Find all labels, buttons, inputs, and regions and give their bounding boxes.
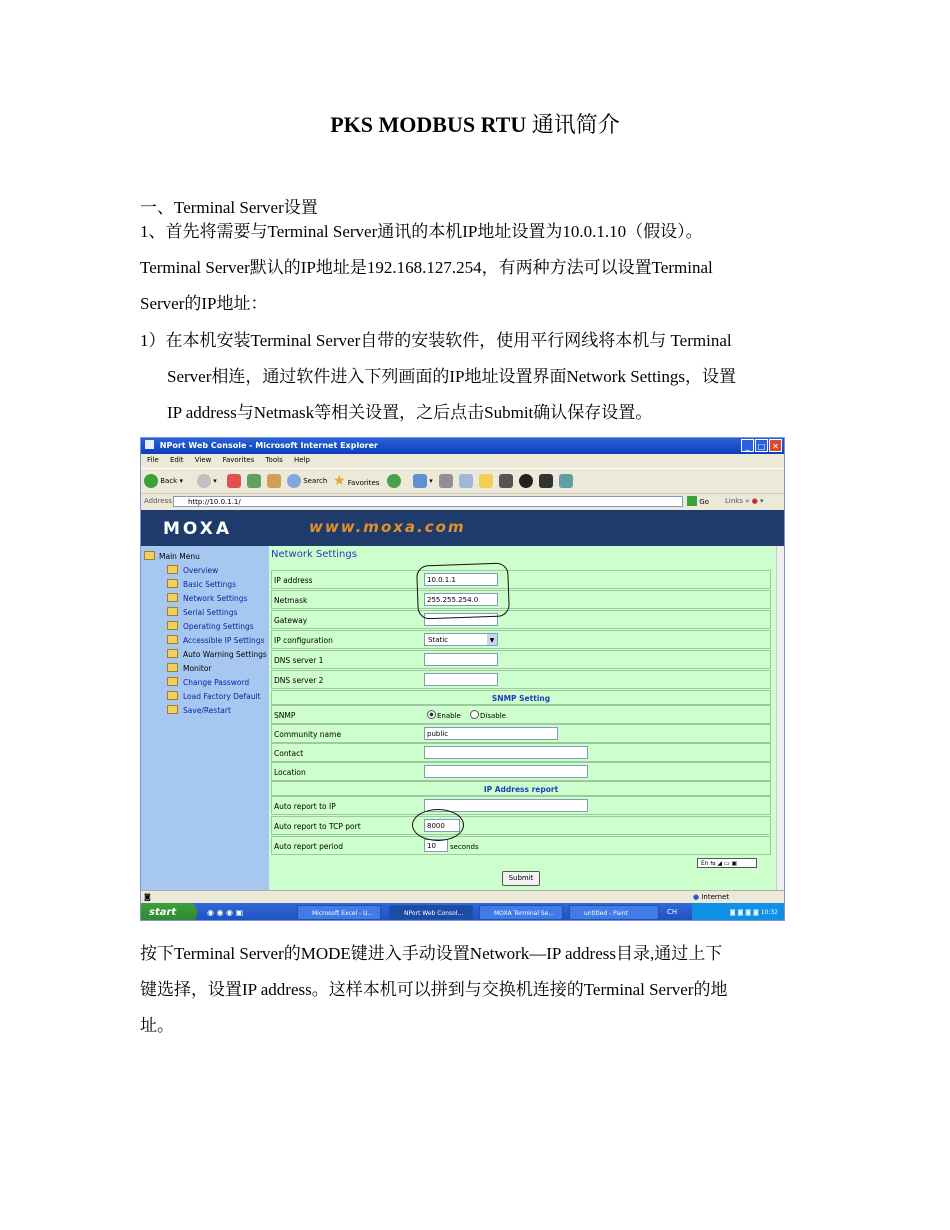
snmp-row [271, 705, 771, 724]
research-icon [499, 474, 513, 488]
quick-launch-icons[interactable]: ◉ ◉ ◉ ▣ [207, 908, 244, 917]
task-moxa[interactable]: MOXA Terminal Se... [479, 905, 563, 920]
menu-tools[interactable]: Tools [265, 456, 283, 464]
step1-line1: 1、首先将需要与Terminal Server通讯的本机IP地址设置为10.0.1.10（假设）。 [140, 222, 703, 241]
folder-icon [167, 593, 178, 602]
location-label: Location [274, 768, 306, 777]
maximize-button[interactable]: □ [755, 439, 768, 452]
folder-icon [144, 551, 155, 560]
period-unit: seconds [450, 843, 479, 851]
auto-report-period-label: Auto report period [274, 842, 343, 851]
method1-line3: IP address与Netmask等相关设置，之后点击Submit确认保存设置。 [167, 403, 653, 422]
folder-icon [167, 621, 178, 630]
scrollbar[interactable] [776, 546, 785, 890]
folder-icon [167, 649, 178, 658]
folder-icon [167, 705, 178, 714]
media-button[interactable] [539, 473, 553, 489]
moxa-header [141, 510, 784, 546]
section-heading: 一、Terminal Server设置 [140, 198, 318, 217]
folder-icon [167, 607, 178, 616]
tray-icons[interactable]: ◙ ◙ ◙ ◙ [729, 909, 761, 916]
network-settings-panel [269, 546, 776, 890]
research-button[interactable] [499, 473, 513, 489]
penguin-icon [519, 474, 533, 488]
ip-configuration-label: IP configuration [274, 636, 333, 645]
edit-button[interactable] [459, 473, 473, 489]
ime-toolbar[interactable]: En ⇆ ◢ ▭ ▣ [697, 858, 757, 868]
contact-row [271, 743, 771, 762]
menu-view[interactable]: View [194, 456, 212, 464]
folder-icon [167, 663, 178, 672]
close-button[interactable]: ✕ [769, 439, 782, 452]
document-title [0, 108, 950, 139]
ip-report-section-header: IP Address report [271, 781, 771, 796]
menu-edit[interactable]: Edit [169, 456, 184, 464]
submit-button[interactable]: Submit [502, 871, 540, 886]
forward-arrow-icon [197, 474, 211, 488]
sidebar-main-menu[interactable]: Main Menu [144, 551, 200, 561]
task-nport[interactable]: NPort Web Consol... [389, 905, 473, 920]
location-input[interactable] [424, 765, 588, 778]
clock: 10:32 [760, 909, 778, 916]
netmask-input[interactable]: 255.255.254.0 [424, 593, 498, 606]
folder-icon [167, 565, 178, 574]
star-icon: ★ [333, 473, 346, 489]
forward-button[interactable]: ▾ [197, 473, 217, 489]
system-tray [692, 903, 784, 921]
menu-file[interactable]: File [147, 456, 159, 464]
stop-button[interactable] [227, 473, 241, 489]
dns1-input[interactable] [424, 653, 498, 666]
title-cn: 通讯简介 [531, 112, 620, 137]
contact-input[interactable] [424, 746, 588, 759]
browser-toolbar [141, 468, 784, 493]
globe-icon: ● [693, 893, 700, 901]
folder-icon [167, 579, 178, 588]
method1-line2: Server相连，通过软件进入下列画面的IP地址设置界面Network Settings，设置 [167, 367, 737, 386]
moxa-url[interactable]: www.moxa.com [309, 518, 466, 536]
snmp-section-header: SNMP Setting [271, 690, 771, 705]
task-excel[interactable]: Microsoft Excel - U... [297, 905, 381, 920]
favorites-button[interactable]: ★ Favorites [333, 473, 380, 489]
sidebar-item-operating-settings[interactable]: Operating Settings [167, 621, 254, 631]
chevron-down-icon: ▼ [487, 634, 497, 645]
sidebar-item-overview[interactable]: Overview [167, 565, 218, 575]
sidebar-item-save-restart[interactable]: Save/Restart [167, 705, 231, 715]
sidebar-item-change-password[interactable]: Change Password [167, 677, 249, 687]
ip-address-input[interactable]: 10.0.1.1 [424, 573, 498, 586]
sidebar-item-serial-settings[interactable]: Serial Settings [167, 607, 237, 617]
address-input[interactable]: http://10.0.1.1/ [173, 496, 683, 507]
internet-zone: ● Internet [693, 893, 730, 901]
back-button[interactable]: Back ▾ [144, 473, 183, 489]
auto-report-port-input[interactable]: 8000 [424, 819, 460, 832]
step1-line2: Terminal Server默认的IP地址是192.168.127.254，有两种方法可以设置Terminal [140, 258, 713, 277]
contact-label: Contact [274, 749, 304, 758]
gateway-label: Gateway [274, 616, 308, 625]
network-button[interactable] [559, 473, 573, 489]
method1-line1: 1）在本机安装Terminal Server自带的安装软件，使用平行网线将本机与 Terminal [140, 331, 732, 350]
home-icon [267, 474, 281, 488]
ip-address-row [271, 570, 771, 589]
sidebar-menu [141, 546, 269, 890]
moxa-logo: MOXA [163, 519, 233, 539]
folder-icon [479, 474, 493, 488]
history-icon [387, 474, 401, 488]
menu-help[interactable]: Help [293, 456, 310, 464]
refresh-icon [247, 474, 261, 488]
window-titlebar [141, 438, 784, 454]
auto-report-ip-label: Auto report to IP [274, 802, 336, 811]
home-button[interactable] [267, 473, 281, 489]
snmp-enable-radio[interactable]: Enable [427, 710, 461, 720]
netmask-label: Netmask [274, 596, 308, 605]
snmp-label: SNMP [274, 711, 296, 720]
embedded-screenshot [140, 437, 785, 921]
community-input[interactable]: public [424, 727, 558, 740]
auto-report-period-input[interactable]: 10 [424, 839, 448, 852]
stop-icon [227, 474, 241, 488]
community-label: Community name [274, 730, 342, 739]
ie-icon [145, 440, 154, 449]
annotation-circle-ip [416, 562, 510, 619]
print-icon [439, 474, 453, 488]
mail-icon [413, 474, 427, 488]
dns1-row [271, 650, 771, 669]
ip-address-label: IP address [274, 576, 313, 585]
address-bar [141, 493, 784, 510]
start-button[interactable]: start [141, 903, 197, 921]
location-row [271, 762, 771, 781]
netmask-row [271, 590, 771, 609]
sidebar-item-auto-warning[interactable]: Auto Warning Settings [167, 649, 267, 659]
go-button[interactable]: Go [687, 496, 709, 506]
go-arrow-icon [687, 496, 697, 506]
history-button[interactable] [387, 473, 401, 489]
ip-configuration-row [271, 630, 771, 649]
task-paint[interactable]: untitled - Paint [569, 905, 659, 920]
folder-icon [167, 677, 178, 686]
sidebar-item-load-factory-default[interactable]: Load Factory Default [167, 691, 261, 701]
print-button[interactable] [439, 473, 453, 489]
minimize-button[interactable]: _ [741, 439, 754, 452]
menu-bar [141, 454, 784, 467]
network-icon [559, 474, 573, 488]
sidebar-item-network-settings[interactable]: Network Settings [167, 593, 247, 603]
page-title: Network Settings [271, 549, 357, 560]
after-line1: 按下Terminal Server的MODE键进入手动设置Network—IP address目录,通过上下 [140, 944, 723, 963]
folder-icon [167, 691, 178, 700]
auto-report-port-label: Auto report to TCP port [274, 822, 361, 831]
dns1-label: DNS server 1 [274, 656, 324, 665]
status-bar [141, 890, 784, 904]
community-row [271, 724, 771, 743]
links-button[interactable]: Links » ● ▾ [725, 497, 764, 505]
search-button[interactable]: Search [287, 473, 327, 489]
dns2-label: DNS server 2 [274, 676, 324, 685]
menu-favorites[interactable]: Favorites [222, 456, 255, 464]
address-label: Address [144, 497, 172, 505]
auto-report-ip-row [271, 796, 771, 815]
media-icon [539, 474, 553, 488]
dns2-input[interactable] [424, 673, 498, 686]
search-icon [287, 474, 301, 488]
folder-icon [167, 635, 178, 644]
auto-report-port-row [271, 816, 771, 835]
annotation-circle-port [412, 809, 464, 841]
language-indicator[interactable]: CH [667, 908, 678, 916]
back-arrow-icon [144, 474, 158, 488]
messenger-button[interactable] [519, 473, 533, 489]
refresh-button[interactable] [247, 473, 261, 489]
sidebar-item-monitor[interactable]: Monitor [167, 663, 212, 673]
after-line3: 址。 [140, 1016, 174, 1035]
dns2-row [271, 670, 771, 689]
mail-button[interactable]: ▾ [413, 473, 433, 489]
sidebar-item-basic-settings[interactable]: Basic Settings [167, 579, 236, 589]
sidebar-item-accessible-ip[interactable]: Accessible IP Settings [167, 635, 264, 645]
auto-report-period-row [271, 836, 771, 855]
title-latin: PKS MODBUS RTU [330, 112, 527, 137]
page-icon: ◙ [144, 893, 151, 901]
step1-line3: Server的IP地址： [140, 294, 268, 313]
edit-icon [459, 474, 473, 488]
taskbar [141, 903, 784, 921]
snmp-disable-radio[interactable]: Disable [470, 710, 506, 720]
after-line2: 键选择，设置IP address。这样本机可以拼到与交换机连接的Terminal Server的地 [140, 980, 728, 999]
window-title: NPort Web Console - Microsoft Internet Explorer [159, 441, 378, 450]
toolbar-extra-icon: ● [751, 497, 758, 505]
gateway-row [271, 610, 771, 629]
ip-configuration-select[interactable]: Static ▼ [424, 633, 498, 646]
folder-button[interactable] [479, 473, 493, 489]
